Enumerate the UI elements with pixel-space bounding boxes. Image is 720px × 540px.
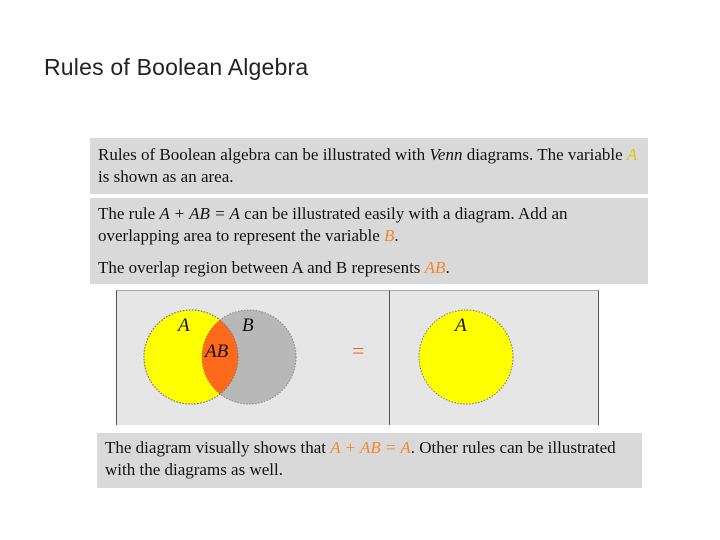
rule-formula: A + AB = A <box>159 204 240 223</box>
intro-text-3: is shown as an area. <box>98 167 234 186</box>
label-a: A <box>178 315 190 336</box>
rule-text-1: The rule <box>98 204 160 223</box>
page-title: Rules of Boolean Algebra <box>44 54 309 80</box>
label-a-right: A <box>455 315 467 336</box>
label-b: B <box>242 315 254 336</box>
intro-text-1: Rules of Boolean algebra can be illustrated with <box>98 145 430 164</box>
intro-text-venn: Venn <box>429 145 463 164</box>
intro-text-2: diagrams. The variable <box>462 145 627 164</box>
conclusion-text-box <box>97 433 642 488</box>
conclusion-text-2: . Other rules can be illustrated with the diagrams as well. <box>105 438 616 479</box>
rule-text-2: can be illustrated easily with a diagram. Add an overlapping area to represent the variable <box>98 204 568 245</box>
overlap-text-2: . <box>445 258 450 277</box>
intro-variable-a: A <box>626 145 638 164</box>
conclusion-text-1: The diagram visually shows that <box>105 438 331 457</box>
rule-variable-b: B <box>384 226 395 245</box>
conclusion-formula: A + AB = A <box>330 438 411 457</box>
label-ab: AB <box>205 341 229 362</box>
overlap-text-1: The overlap region between A and B represents <box>98 258 425 277</box>
overlap-term-ab: AB <box>424 258 446 277</box>
rule-text-3: . <box>394 226 399 245</box>
equals-sign: = <box>352 338 365 363</box>
